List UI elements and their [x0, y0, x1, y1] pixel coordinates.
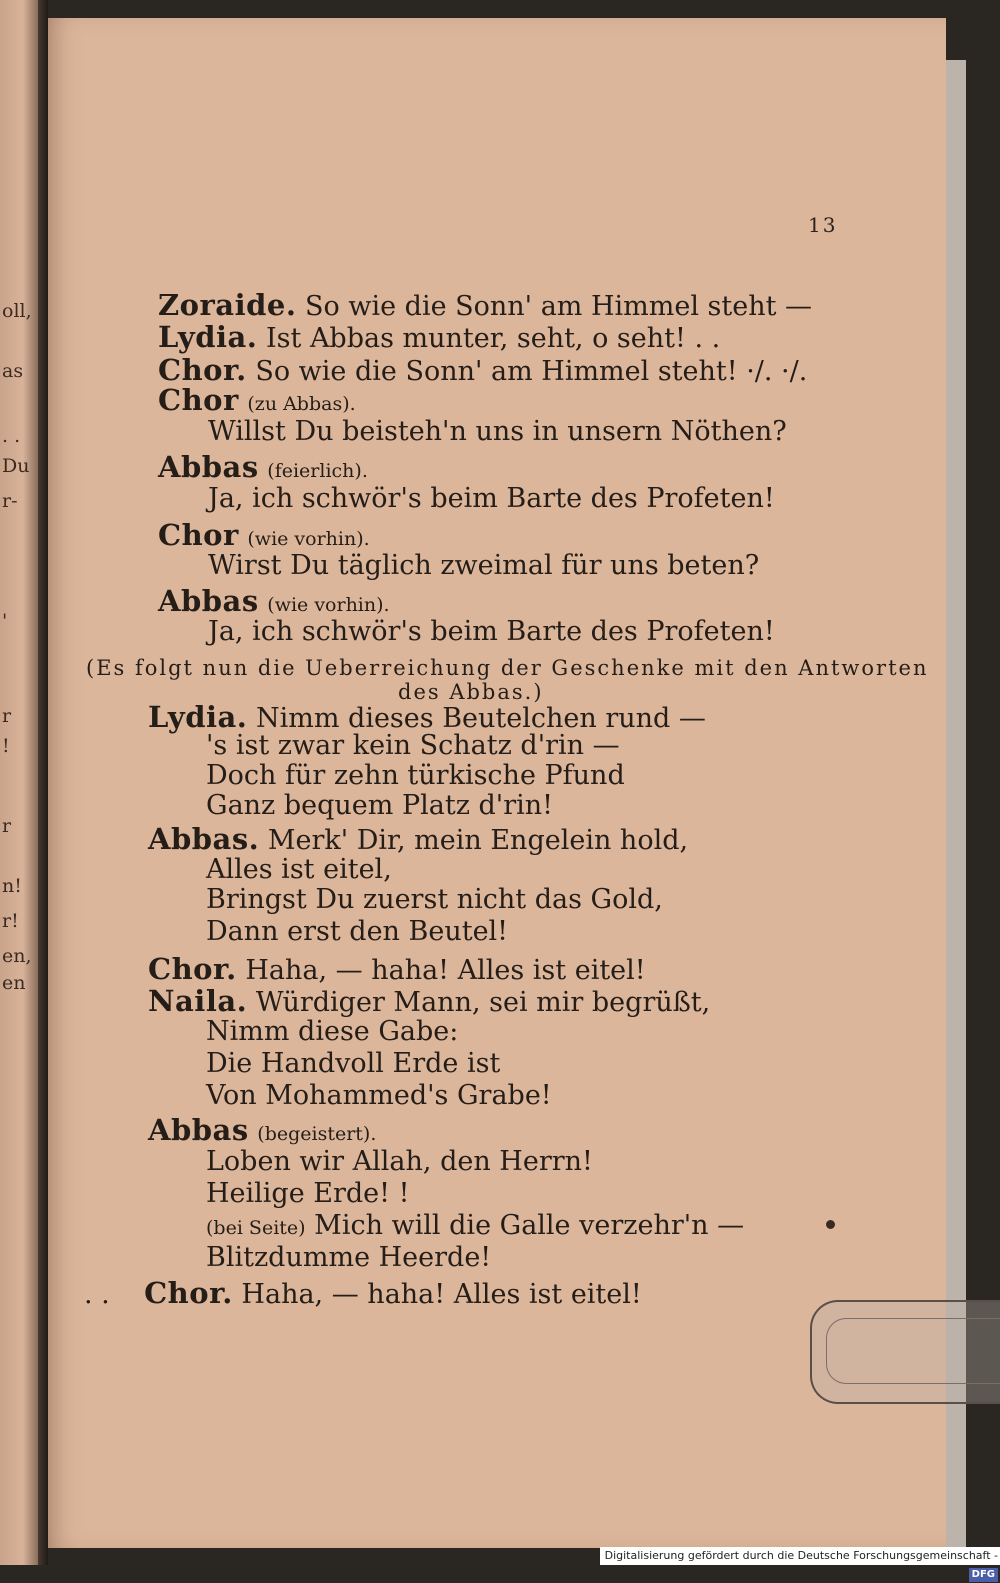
line-text: So wie die Sonn' am Himmel steht! ·/. ·/.: [255, 356, 808, 387]
line-text: Ja, ich schwör's beim Barte des Profeten!: [208, 616, 775, 647]
line-text: So wie die Sonn' am Himmel steht —: [305, 291, 813, 322]
stage-direction: (wie vorhin).: [247, 528, 370, 550]
speaker-name: Abbas: [158, 584, 259, 618]
text-line: [206, 1146, 593, 1177]
speaker-name: Chor.: [158, 353, 247, 387]
line-text: Merk' Dir, mein Engelein hold,: [267, 825, 689, 856]
facing-page-fragment: r: [2, 705, 12, 727]
facing-page-fragment: ': [2, 610, 8, 632]
line-text: 's ist zwar kein Schatz d'rin —: [206, 730, 620, 761]
aside-direction: (bei Seite): [206, 1217, 306, 1239]
speaker-name: Chor.: [144, 1276, 233, 1310]
text-line: [158, 518, 370, 552]
line-text: Haha, — haha! Alles ist eitel!: [241, 1279, 642, 1310]
speaker-name: Chor: [158, 518, 239, 552]
dfg-logo: DFG: [969, 1568, 998, 1582]
stage-direction: (feierlich).: [267, 460, 368, 482]
text-line: [158, 584, 390, 618]
text-line: [148, 822, 688, 856]
line-text: Ist Abbas munter, seht, o seht! . .: [265, 323, 721, 354]
stage-direction: (begeistert).: [257, 1123, 377, 1145]
speaker-name: Zoraide.: [158, 288, 297, 322]
line-lead: . .: [84, 1279, 110, 1310]
line-text: Von Mohammed's Grabe!: [206, 1080, 552, 1111]
text-line: [158, 450, 368, 484]
page-clip-inner: [826, 1318, 1000, 1384]
facing-page-fragment: !: [2, 735, 10, 757]
line-text: Mich will die Galle verzehr'n —: [314, 1210, 745, 1241]
text-line: [148, 1113, 376, 1147]
text-line: [148, 700, 706, 734]
line-text: Heilige Erde! !: [206, 1178, 410, 1209]
line-text: Willst Du beisteh'n uns in unsern Nöthen?: [208, 416, 787, 447]
stage-direction: (zu Abbas).: [247, 393, 356, 415]
speaker-name: Abbas: [148, 1113, 249, 1147]
text-line: [148, 952, 646, 986]
line-text: Dann erst den Beutel!: [206, 916, 509, 947]
text-line: [84, 1276, 642, 1310]
footer-text: Digitalisierung gefördert durch die Deutsche Forschungsgemeinschaft -: [604, 1549, 998, 1562]
text-line: [206, 1048, 500, 1079]
line-text: Die Handvoll Erde ist: [206, 1048, 501, 1079]
text-line: [208, 616, 775, 647]
facing-page-fragment: as: [2, 360, 24, 382]
stage-direction: (wie vorhin).: [267, 594, 390, 616]
facing-page-fragment: r!: [2, 910, 19, 932]
facing-page-fragment: en: [2, 972, 26, 994]
text-line: [206, 884, 663, 915]
line-text: Blitzdumme Heerde!: [206, 1242, 492, 1273]
text-line: [206, 1016, 458, 1047]
text-line: [206, 854, 392, 885]
speaker-name: Abbas.: [148, 822, 260, 856]
facing-page-fragment: r-: [2, 490, 18, 512]
line-text: Loben wir Allah, den Herrn!: [206, 1146, 593, 1177]
text-line: [208, 483, 775, 514]
facing-page-strip: [0, 0, 38, 1565]
facing-page-fragment: oll,: [2, 300, 32, 322]
text-line: [208, 416, 787, 447]
text-line: [206, 760, 625, 791]
line-text: Haha, — haha! Alles ist eitel!: [245, 955, 646, 986]
facing-page-fragment: Du: [2, 455, 30, 477]
text-line: [158, 383, 356, 417]
page-number: 13: [808, 213, 838, 237]
text-line: [148, 984, 710, 1018]
speaker-name: Lydia.: [158, 320, 258, 354]
text-line: [208, 550, 759, 581]
ink-spot: [826, 1220, 835, 1229]
facing-page-fragment: n!: [2, 875, 22, 897]
line-text: Würdiger Mann, sei mir begrüßt,: [255, 987, 711, 1018]
facing-page-fragment: r: [2, 815, 12, 837]
text-line: [158, 353, 807, 387]
text-line: [206, 790, 553, 821]
speaker-name: Chor: [158, 383, 239, 417]
facing-page-fragment: . .: [2, 425, 21, 447]
speaker-name: Naila.: [148, 984, 248, 1018]
text-line: [158, 320, 720, 354]
line-text: Nimm dieses Beutelchen rund —: [255, 703, 706, 734]
digitization-footer: [600, 1547, 1000, 1580]
stage-note: des Abbas.): [398, 680, 544, 704]
line-text: Ganz bequem Platz d'rin!: [206, 790, 554, 821]
text-line: [206, 1210, 744, 1241]
line-text: Wirst Du täglich zweimal für uns beten?: [208, 550, 760, 581]
text-line: [158, 288, 812, 322]
text-line: [206, 916, 508, 947]
line-text: Doch für zehn türkische Pfund: [206, 760, 625, 791]
speaker-name: Abbas: [158, 450, 259, 484]
stage-note: (Es folgt nun die Ueberreichung der Geschenke mit den Antworten: [86, 656, 929, 680]
book-gutter: [38, 0, 48, 1565]
line-text: Nimm diese Gabe:: [206, 1016, 459, 1047]
text-line: [206, 1178, 409, 1209]
text-line: [206, 730, 620, 761]
facing-page-fragment: en,: [2, 945, 32, 967]
line-text: Bringst Du zuerst nicht das Gold,: [206, 884, 663, 915]
speaker-name: Chor.: [148, 952, 237, 986]
text-line: [206, 1080, 552, 1111]
text-line: [206, 1242, 491, 1273]
line-text: Ja, ich schwör's beim Barte des Profeten!: [208, 483, 775, 514]
line-text: Alles ist eitel,: [206, 854, 392, 885]
speaker-name: Lydia.: [148, 700, 248, 734]
